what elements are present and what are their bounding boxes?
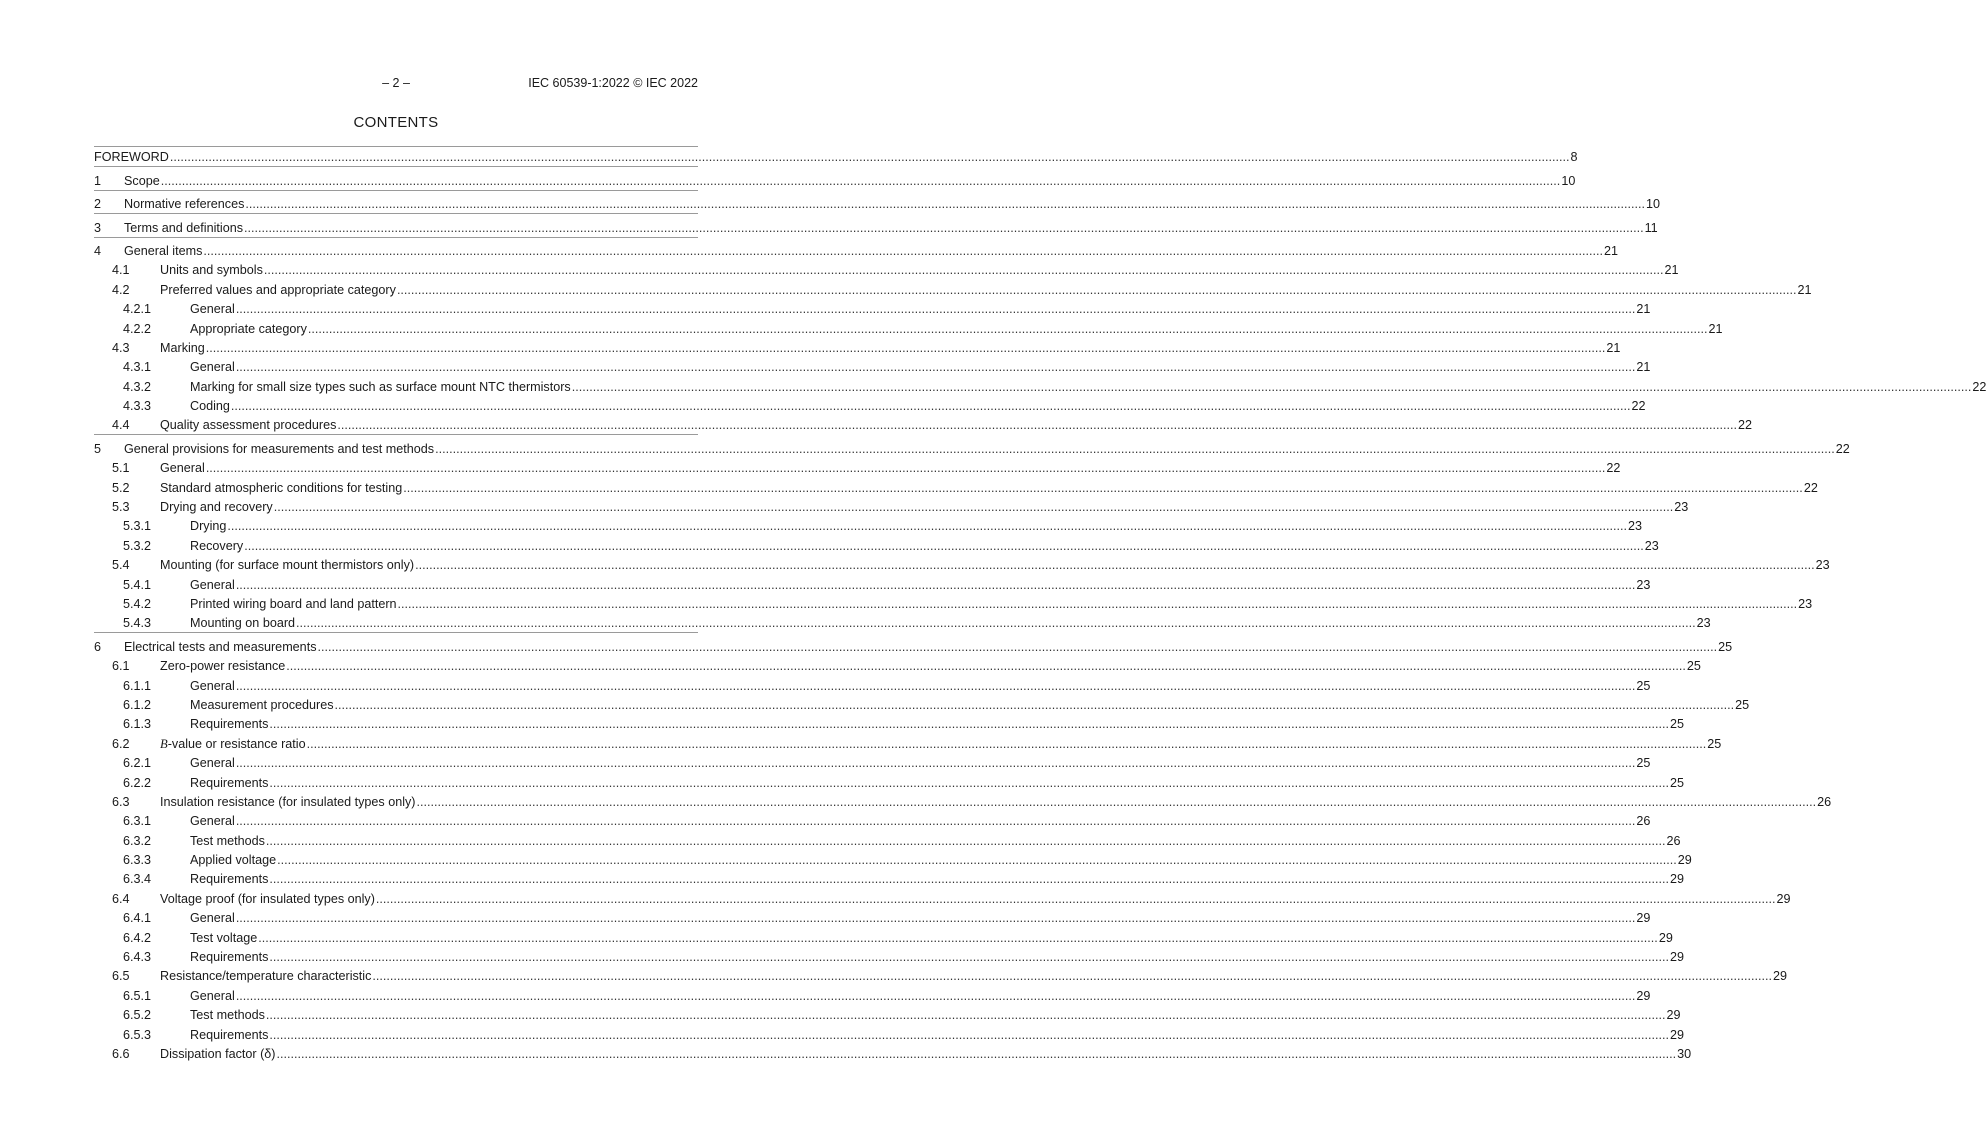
dot-leader: ................................................................................................................................................................................................................................................................................................................................................................................................................	[286, 659, 1686, 674]
dot-leader: ................................................................................................................................................................................................................................................................................................................................................................................................................	[372, 969, 1772, 984]
toc-entry-title[interactable]: Requirements	[190, 1027, 269, 1042]
toc-entry[interactable]	[94, 318, 1723, 337]
toc-entry-number: 5.2	[112, 480, 130, 495]
toc-entry-title[interactable]: Mounting (for surface mount thermistors only)	[160, 558, 415, 573]
dot-leader: ................................................................................................................................................................................................................................................................................................................................................................................................................	[269, 872, 1669, 887]
toc-entry-number: 5.4.2	[123, 596, 152, 611]
toc-entry[interactable]	[94, 146, 1578, 166]
toc-entry-title[interactable]: Drying	[190, 519, 227, 534]
dot-leader: ................................................................................................................................................................................................................................................................................................................................................................................................................	[296, 616, 1696, 631]
toc-entry-title[interactable]: Requirements	[190, 950, 269, 965]
toc-entry-page[interactable]: 22	[1972, 379, 1986, 394]
toc-entry-number: 4.3.3	[123, 399, 152, 414]
toc-entry[interactable]	[94, 966, 1787, 985]
toc-entry[interactable]	[94, 279, 1812, 298]
toc-entry-number: 6.1	[112, 659, 130, 674]
toc-entry[interactable]	[94, 869, 1685, 888]
toc-entry-title-symbol: B	[160, 736, 168, 751]
toc-entry-title[interactable]: Appropriate category	[190, 321, 307, 336]
toc-entry[interactable]	[94, 772, 1685, 791]
toc-entry[interactable]	[94, 850, 1692, 869]
toc-entry-title[interactable]: Marking	[160, 340, 205, 355]
dot-leader: ................................................................................................................................................................................................................................................................................................................................................................................................................	[235, 911, 1636, 926]
toc-entry-number: 6.5.3	[123, 1027, 152, 1042]
toc-entry-number: 6.4.2	[123, 930, 152, 945]
toc-entry-title[interactable]: General	[190, 678, 235, 693]
toc-entry-title[interactable]: Scope	[124, 173, 160, 188]
toc-entry-page[interactable]: 23	[1644, 538, 1659, 553]
toc-entry-number: 6.1.1	[123, 678, 152, 693]
toc-entry[interactable]	[94, 376, 1986, 395]
dot-leader: ................................................................................................................................................................................................................................................................................................................................................................................................................	[269, 775, 1669, 790]
toc-entry-title[interactable]: Electrical tests and measurements	[124, 639, 317, 654]
toc-entry-title[interactable]: General	[160, 461, 205, 476]
toc-entry-title[interactable]: Quality assessment procedures	[160, 418, 337, 433]
toc-entry-title[interactable]: Applied voltage	[190, 853, 277, 868]
toc-entry-title[interactable]: Measurement procedures	[190, 697, 334, 712]
page-header	[94, 76, 698, 92]
dot-leader: ................................................................................................................................................................................................................................................................................................................................................................................................................	[258, 930, 1658, 945]
dot-leader: ................................................................................................................................................................................................................................................................................................................................................................................................................	[396, 282, 1797, 297]
toc-entry-page[interactable]: 29	[1670, 1027, 1685, 1042]
toc-entry-number: 5.1	[112, 461, 130, 476]
toc-entry-number: 6.2.2	[123, 775, 152, 790]
toc-entry[interactable]	[94, 1044, 1692, 1063]
toc-entry-page[interactable]: 21	[1636, 302, 1651, 317]
toc-entry-page[interactable]: 23	[1628, 519, 1643, 534]
toc-entry-title[interactable]: General	[190, 911, 235, 926]
toc-entry[interactable]	[94, 985, 1651, 1004]
toc-entry[interactable]	[94, 535, 1659, 554]
toc-entry-title[interactable]: General items	[124, 243, 203, 258]
toc-entry-title[interactable]: Insulation resistance (for insulated types only)	[160, 794, 416, 809]
toc-entry-page[interactable]: 29	[1677, 853, 1692, 868]
page-number: – 2 –	[382, 76, 410, 90]
toc-entry[interactable]	[94, 714, 1685, 733]
toc-entry-title[interactable]: Mounting on board	[190, 616, 296, 631]
dot-leader: ................................................................................................................................................................................................................................................................................................................................................................................................................	[235, 678, 1636, 693]
toc-entry[interactable]	[94, 338, 1621, 357]
toc-entry-title-text: -value or resistance ratio	[167, 736, 306, 751]
toc-entry-number: 4.4	[112, 418, 130, 433]
dot-leader: ................................................................................................................................................................................................................................................................................................................................................................................................................	[235, 360, 1636, 375]
toc-entry[interactable]	[94, 888, 1791, 907]
toc-entry-number: 5.4.3	[123, 616, 152, 631]
toc-entry-page[interactable]: 11	[1644, 220, 1658, 235]
toc-entry-page[interactable]: 22	[1835, 441, 1850, 456]
dot-leader: ................................................................................................................................................................................................................................................................................................................................................................................................................	[244, 538, 1644, 553]
toc-entry-page[interactable]: 21	[1606, 340, 1621, 355]
toc-entry-number: 6.3.1	[123, 814, 152, 829]
toc-entry[interactable]	[94, 477, 1818, 496]
toc-entry-page[interactable]: 21	[1708, 321, 1723, 336]
toc-entry-page[interactable]: 25	[1735, 697, 1750, 712]
toc-entry-title[interactable]: Preferred values and appropriate category	[160, 282, 396, 297]
toc-entry-page[interactable]: 25	[1636, 756, 1651, 771]
toc-entry-number: 4.2	[112, 282, 130, 297]
toc-entry-page[interactable]: 10	[1645, 197, 1660, 212]
toc-entry-number: 4	[94, 243, 102, 258]
dot-leader: ................................................................................................................................................................................................................................................................................................................................................................................................................	[230, 399, 1631, 414]
dot-leader: ................................................................................................................................................................................................................................................................................................................................................................................................................	[397, 596, 1798, 611]
toc-entry-number: 6	[94, 639, 102, 654]
dot-leader: ................................................................................................................................................................................................................................................................................................................................................................................................................	[416, 794, 1817, 809]
toc-entry-page[interactable]: 25	[1670, 717, 1685, 732]
toc-entry-number: 6.1.2	[123, 697, 152, 712]
toc-entry-number: 6.2.1	[123, 756, 152, 771]
toc-entry-page[interactable]: 8	[1570, 150, 1578, 165]
dot-leader: ................................................................................................................................................................................................................................................................................................................................................................................................................	[169, 150, 1570, 165]
toc-entry[interactable]	[94, 415, 1753, 434]
toc-entry-title[interactable]: General provisions for measurements and test methods	[124, 441, 435, 456]
toc-entry-page[interactable]: 22	[1803, 480, 1818, 495]
toc-entry-number: 3	[94, 220, 102, 235]
toc-entry-title[interactable]: Normative references	[124, 197, 245, 212]
toc-entry-title[interactable]: Printed wiring board and land pattern	[190, 596, 397, 611]
toc-entry-page[interactable]: 25	[1686, 659, 1701, 674]
dot-leader: ................................................................................................................................................................................................................................................................................................................................................................................................................	[269, 1027, 1669, 1042]
toc-entry-number: 6.3.3	[123, 853, 152, 868]
dot-leader: ................................................................................................................................................................................................................................................................................................................................................................................................................	[245, 197, 1645, 212]
dot-leader: ................................................................................................................................................................................................................................................................................................................................................................................................................	[307, 321, 1708, 336]
toc-entry-page[interactable]: 23	[1815, 558, 1830, 573]
toc-entry-number: 6.3.4	[123, 872, 152, 887]
dot-leader: ................................................................................................................................................................................................................................................................................................................................................................................................................	[269, 950, 1669, 965]
toc-entry-page[interactable]: 23	[1674, 500, 1689, 515]
toc-entry-number: 6.5.2	[123, 1008, 152, 1023]
toc-entry-page[interactable]: 21	[1664, 263, 1679, 278]
toc-entry-page[interactable]: 29	[1666, 1008, 1681, 1023]
dot-leader: ................................................................................................................................................................................................................................................................................................................................................................................................................	[160, 173, 1561, 188]
dot-leader: ................................................................................................................................................................................................................................................................................................................................................................................................................	[227, 519, 1627, 534]
toc-entry-page[interactable]: 23	[1798, 596, 1813, 611]
toc-entry-title[interactable]: Test methods	[190, 833, 265, 848]
dot-leader: ................................................................................................................................................................................................................................................................................................................................................................................................................	[277, 853, 1677, 868]
toc-entry-number: 5.3	[112, 500, 130, 515]
toc-entry-number: 4.3.1	[123, 360, 152, 375]
toc-entry[interactable]	[94, 166, 1576, 189]
dot-leader: ................................................................................................................................................................................................................................................................................................................................................................................................................	[203, 243, 1603, 258]
toc-entry-number: 6.3	[112, 794, 130, 809]
toc-entry[interactable]	[94, 792, 1832, 811]
toc-entry[interactable]	[94, 695, 1750, 714]
toc-entry-number: 6.5.1	[123, 988, 152, 1003]
toc-entry-title[interactable]: Test methods	[190, 1008, 265, 1023]
dot-leader: ................................................................................................................................................................................................................................................................................................................................................................................................................	[265, 833, 1666, 848]
toc-entry[interactable]	[94, 947, 1685, 966]
dot-leader: ................................................................................................................................................................................................................................................................................................................................................................................................................	[317, 639, 1718, 654]
toc-entry-title[interactable]: Standard atmospheric conditions for testing	[160, 480, 403, 495]
toc-entry[interactable]	[94, 1024, 1685, 1043]
toc-entry-number: 6.3.2	[123, 833, 152, 848]
dot-leader: ................................................................................................................................................................................................................................................................................................................................................................................................................	[235, 577, 1636, 592]
toc-entry-title[interactable]: Terms and definitions	[124, 220, 244, 235]
dot-leader: ................................................................................................................................................................................................................................................................................................................................................................................................................	[263, 263, 1664, 278]
toc-entry-page[interactable]: 25	[1707, 736, 1722, 751]
dot-leader: ................................................................................................................................................................................................................................................................................................................................................................................................................	[205, 340, 1606, 355]
toc-entry-page[interactable]: 26	[1817, 794, 1832, 809]
toc-entry[interactable]	[94, 908, 1651, 927]
toc-entry-title[interactable]: Marking for small size types such as surface mount NTC thermistors	[190, 379, 571, 394]
toc-entry-title[interactable]: Test voltage	[190, 930, 258, 945]
toc-entry[interactable]	[94, 753, 1651, 772]
toc-entry-title[interactable]: Units and symbols	[160, 263, 263, 278]
toc-entry[interactable]	[94, 555, 1830, 574]
toc-entry-number: 6.2	[112, 736, 130, 751]
toc-entry-page[interactable]: 29	[1772, 969, 1787, 984]
toc-entry-page[interactable]: 23	[1636, 577, 1651, 592]
dot-leader: ................................................................................................................................................................................................................................................................................................................................................................................................................	[334, 697, 1735, 712]
toc-entry-number: 6.5	[112, 969, 130, 984]
toc-entry-title[interactable]: Coding	[190, 399, 230, 414]
toc-entry[interactable]	[94, 516, 1643, 535]
toc-entry-page[interactable]: 25	[1636, 678, 1651, 693]
toc-entry-page[interactable]: 29	[1636, 911, 1651, 926]
toc-entry[interactable]	[94, 1005, 1681, 1024]
toc-entry-title[interactable]: Voltage proof (for insulated types only)	[160, 891, 375, 906]
dot-leader: ................................................................................................................................................................................................................................................................................................................................................................................................................	[235, 756, 1636, 771]
toc-entry-page[interactable]: 25	[1718, 639, 1733, 654]
toc-entry-number: 1	[94, 173, 102, 188]
toc-entry[interactable]	[94, 574, 1651, 593]
toc-entry[interactable]	[94, 190, 1660, 213]
toc-entry[interactable]	[94, 632, 1733, 655]
toc-entry-page[interactable]: 29	[1636, 988, 1651, 1003]
toc-entry[interactable]	[94, 458, 1621, 477]
dot-leader: ................................................................................................................................................................................................................................................................................................................................................................................................................	[375, 891, 1776, 906]
dot-leader: ................................................................................................................................................................................................................................................................................................................................................................................................................	[571, 379, 1972, 394]
toc-entry-number: 6.4.3	[123, 950, 152, 965]
toc-entry-number: 6.1.3	[123, 717, 152, 732]
toc-entry[interactable]	[94, 434, 1850, 457]
toc-entry-page[interactable]: 26	[1636, 814, 1651, 829]
toc-entry[interactable]	[94, 260, 1679, 279]
toc-entry-page[interactable]: 21	[1636, 360, 1651, 375]
toc-entry[interactable]	[94, 497, 1689, 516]
toc-entry-number: 6.4	[112, 891, 130, 906]
toc-entry-title[interactable]: General	[190, 360, 235, 375]
toc-entry-number: 4.3	[112, 340, 130, 355]
toc-entry-page[interactable]: 26	[1666, 833, 1681, 848]
toc-entry-title[interactable]: General	[190, 302, 235, 317]
toc-entry-title[interactable]	[160, 737, 307, 752]
toc-entry-number: 4.2.1	[123, 302, 152, 317]
toc-entry[interactable]	[94, 396, 1646, 415]
dot-leader: ................................................................................................................................................................................................................................................................................................................................................................................................................	[435, 441, 1835, 456]
toc-entry-number: 5.4.1	[123, 577, 152, 592]
dot-leader: ................................................................................................................................................................................................................................................................................................................................................................................................................	[403, 480, 1803, 495]
toc-entry-title[interactable]: Drying and recovery	[160, 500, 273, 515]
toc-entry-number: 6.6	[112, 1046, 130, 1061]
toc-entry-title[interactable]: Dissipation factor (δ)	[160, 1046, 276, 1061]
toc-entry-page[interactable]: 21	[1604, 243, 1619, 258]
toc-entry-title[interactable]: Resistance/temperature characteristic	[160, 969, 372, 984]
toc-entry-number: 4.1	[112, 263, 130, 278]
toc-entry-page[interactable]: 29	[1670, 950, 1685, 965]
toc-entry-title[interactable]: General	[190, 577, 235, 592]
document-identifier: IEC 60539-1:2022 © IEC 2022	[528, 76, 698, 90]
page-title: CONTENTS	[353, 114, 439, 131]
toc-entry-page[interactable]: 10	[1561, 173, 1576, 188]
toc-entry[interactable]	[94, 237, 1619, 260]
toc-entry[interactable]	[94, 594, 1813, 613]
toc-entry[interactable]	[94, 357, 1651, 376]
toc-entry-page[interactable]: 22	[1606, 461, 1621, 476]
toc-entry[interactable]	[94, 675, 1651, 694]
toc-entry-title[interactable]: General	[190, 814, 235, 829]
dot-leader: ................................................................................................................................................................................................................................................................................................................................................................................................................	[235, 302, 1636, 317]
toc-entry-number: 4.3.2	[123, 379, 152, 394]
toc-entry-number: 2	[94, 197, 102, 212]
toc-entry[interactable]	[94, 811, 1651, 830]
toc-entry-number: 6.4.1	[123, 911, 152, 926]
toc-entry-number: 5.3.1	[123, 519, 152, 534]
dot-leader: ................................................................................................................................................................................................................................................................................................................................................................................................................	[337, 418, 1737, 433]
toc-entry-page[interactable]: 25	[1670, 775, 1685, 790]
toc-entry-title[interactable]: Requirements	[190, 717, 269, 732]
toc-entry-title[interactable]: Zero-power resistance	[160, 659, 286, 674]
dot-leader: ................................................................................................................................................................................................................................................................................................................................................................................................................	[235, 988, 1636, 1003]
dot-leader: ................................................................................................................................................................................................................................................................................................................................................................................................................	[244, 220, 1644, 235]
dot-leader: ................................................................................................................................................................................................................................................................................................................................................................................................................	[205, 461, 1606, 476]
toc-entry-number: 5.4	[112, 558, 130, 573]
toc-entry-title[interactable]: Recovery	[190, 538, 244, 553]
toc-entry-page[interactable]: 29	[1776, 891, 1791, 906]
toc-entry-page[interactable]: 22	[1631, 399, 1646, 414]
toc-entry-page[interactable]: 21	[1797, 282, 1812, 297]
toc-entry-number: 5	[94, 441, 102, 456]
toc-entry[interactable]	[94, 613, 1711, 632]
toc-entry-title[interactable]: General	[190, 988, 235, 1003]
dot-leader: ................................................................................................................................................................................................................................................................................................................................................................................................................	[273, 500, 1674, 515]
toc-entry[interactable]	[94, 830, 1681, 849]
dot-leader: ................................................................................................................................................................................................................................................................................................................................................................................................................	[276, 1046, 1677, 1061]
toc-entry[interactable]	[94, 733, 1722, 752]
toc-entry-number: 4.2.2	[123, 321, 152, 336]
toc-entry[interactable]	[94, 656, 1701, 675]
toc-entry-page[interactable]: 29	[1670, 872, 1685, 887]
toc-entry[interactable]	[94, 927, 1673, 946]
toc-entry-page[interactable]: 22	[1738, 418, 1753, 433]
toc-entry-number: 5.3.2	[123, 538, 152, 553]
toc-entry-title[interactable]: Requirements	[190, 872, 269, 887]
dot-leader: ................................................................................................................................................................................................................................................................................................................................................................................................................	[265, 1008, 1666, 1023]
toc-entry[interactable]	[94, 213, 1658, 236]
toc-entry-page[interactable]: 23	[1696, 616, 1711, 631]
toc-entry[interactable]	[94, 299, 1651, 318]
toc-entry-page[interactable]: 29	[1658, 930, 1673, 945]
dot-leader: ................................................................................................................................................................................................................................................................................................................................................................................................................	[415, 558, 1815, 573]
toc-entry-title[interactable]: Requirements	[190, 775, 269, 790]
table-of-contents	[94, 146, 1986, 1063]
dot-leader: ................................................................................................................................................................................................................................................................................................................................................................................................................	[235, 814, 1636, 829]
toc-entry-title[interactable]: General	[190, 756, 235, 771]
dot-leader: ................................................................................................................................................................................................................................................................................................................................................................................................................	[306, 736, 1707, 751]
dot-leader: ................................................................................................................................................................................................................................................................................................................................................................................................................	[269, 717, 1669, 732]
toc-entry-title[interactable]: FOREWORD	[94, 150, 169, 165]
toc-entry-page[interactable]: 30	[1677, 1046, 1692, 1061]
